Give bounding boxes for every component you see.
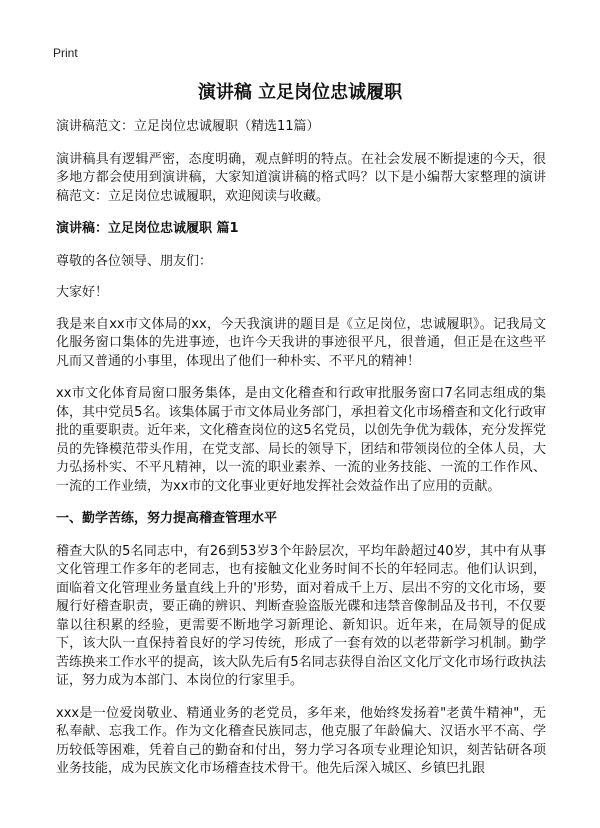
- subheading-1: 一、勤学苦练，努力提高稽查管理水平: [56, 511, 278, 526]
- document-body: [56, 118, 546, 793]
- body-paragraph-3: 稽查大队的5名同志中，有26到53岁3个年龄层次，平均年龄超过40岁，其中有从事文化管理工作多年的老同志，也有接触文化业务时间不长的年轻同志。他们认识到，面临着文化管理业务量直线上升的'形势，面对着成千上万、层出不穷的文化市场，要履行好稽查职责，要正确的辨识、判断查验盗版光碟和违禁音像制品及书刊，不仅要靠以往积累的经验，更需要不断地学习新理论、新知识。近年来，在局领导的促成下，该大队一直保持着良好的学习传统，形成了一套有效的以老带新学习机制。勤学苦练换来工作水平的提高，该大队先后有5名同志获得自治区文化厅文化市场行政执法证，努力成为本部门、本岗位的行家里手。: [56, 543, 546, 688]
- salutation-text: 尊敬的各位领导、朋友们：: [56, 253, 213, 269]
- document-subtitle: 演讲稿范文：立足岗位忠诚履职（精选11篇）: [56, 119, 320, 134]
- intro-paragraph: 演讲稿具有逻辑严密，态度明确，观点鲜明的特点。在社会发展不断提速的今天，很多地方都会使用到演讲稿，大家知道演讲稿的格式吗？以下是小编帮大家整理的演讲稿范文：立足岗位忠诚履职，欢迎阅读与收藏。: [56, 151, 546, 204]
- body-paragraph-1: 我是来自xx市文体局的xx，今天我演讲的题目是《立足岗位，忠诚履职》。记我局文化服务窗口集体的先进事迹，也许今天我讲的事迹很平凡，很普通，但正是在这些平凡而又普通的小事里，体现出了他们一种朴实、不平凡的精神！: [56, 316, 546, 369]
- body-paragraph-2: xx市文化体育局窗口服务集体，是由文化稽查和行政审批服务窗口7名同志组成的集体，其中党员5名。该集体属于市文体局业务部门，承担着文化市场稽查和文化行政审批的重要职责。近年来，文化稽查岗位的这5名党员，以创先争优为载体，充分发挥党员的先锋模范带头作用，在党支部、局长的领导下，团结和带领岗位的全体人员，大力弘扬朴实、不平凡精神，以一流的职业素养、一流的业务技能、一流的工作作风、一流的工作业绩，为xx市的文化事业更好地发挥社会效益作出了应用的贡献。: [56, 386, 546, 494]
- print-link[interactable]: Print: [53, 46, 78, 60]
- section-heading: 演讲稿：立足岗位忠诚履职 篇1: [56, 221, 239, 236]
- body-paragraph-4: xxx是一位爱岗敬业、精通业务的老党员，多年来，他始终发扬着"老黄牛精神"，无私奉献、忘我工作。作为文化稽查民族同志，他克服了年龄偏大、汉语水平不高、学历较低等困难，凭着自己的勤奋和付出，努力学习各项专业理论知识，刻苦钻研各项业务技能，成为民族文化市场稽查技术骨干。他先后深入城区、乡镇巴扎跟: [56, 705, 546, 776]
- greeting-text: 大家好！: [56, 285, 109, 300]
- page-title: 演讲稿 立足岗位忠诚履职: [197, 82, 403, 103]
